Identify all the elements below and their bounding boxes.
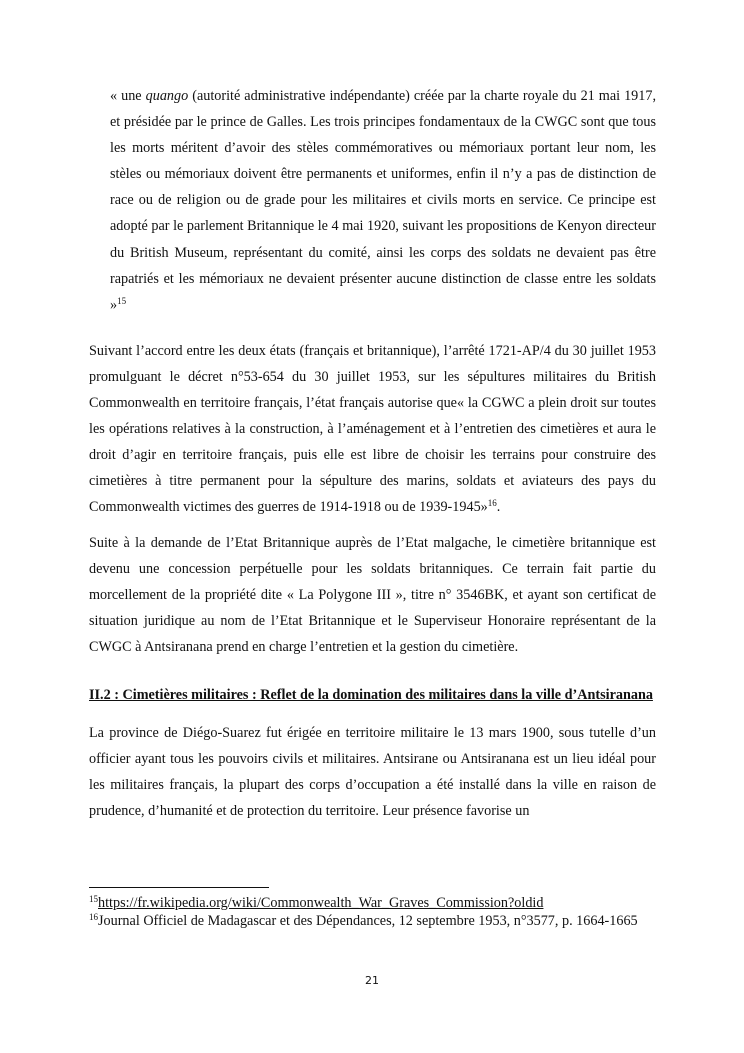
footnote-separator <box>89 887 269 888</box>
footnote-16-number: 16 <box>89 912 98 922</box>
paragraph-concession: Suite à la demande de l’Etat Britannique auprès de l’Etat malgache, le cimetière britannique est devenu une concession perpétuelle pour les soldats britanniques. Ce terrain fait partie du morcellement de la propriété dite « La Polygone III », titre n° 3546BK, et ayant son certificat de situation juridique au nom de l’Etat Britannique et le Superviseur Honoraire représentant de la CWGC à Antsiranana prend en charge l’entretien et la gestion du cimetière. <box>89 534 656 655</box>
footnote-15-number: 15 <box>89 894 98 904</box>
paragraph-accord-text: Suivant l’accord entre les deux états (français et britannique), l’arrêté 1721-AP/4 du 30 juillet 1953 promulguant le décret n°53-654 du 30 juillet 1953, sur les sépultures militaires du British Commonwealth en territoire français, l’état français autorise que« la CGWC a plein droit sur toutes les opérations relatives à la construction, à l’aménagement et à l’entretien des cimetières et aura le droit d’agir en territoire français, puis elle est libre de choisir les terrains pour construire des cimetières à titre permanent pour la sépulture des marins, soldats et aviateurs des pays du Commonwealth victimes des guerres de 1914-1918 ou de 1939-1945» <box>89 342 656 516</box>
footnote-15 <box>89 894 656 912</box>
page-body <box>89 83 656 824</box>
paragraph-accord-end: . <box>496 499 501 516</box>
footnote-15-link[interactable]: https://fr.wikipedia.org/wiki/Commonwealth_War_Graves_Commission?oldid <box>98 895 544 911</box>
section-heading: II.2 : Cimetières militaires : Reflet de la domination des militaires dans la ville d’Antsiranana <box>89 686 653 703</box>
footnote-16-text: Journal Officiel de Madagascar et des Dépendances, 12 septembre 1953, n°3577, p. 1664-1665 <box>98 913 638 929</box>
quote-text: (autorité administrative indépendante) créée par la charte royale du 21 mai 1917, et présidée par le prince de Galles. Les trois principes fondamentaux de la CWGC sont que tous les morts méritent d’avoir des stèles commémoratives ou mémoriaux portant leur nom, les stèles ou mémoriaux doivent être permanents et uniformes, enfin il n’y a pas de distinction de race ou de religion ou de grade pour les militaires et civils morts en service. Ce principe est adopté par le parlement Britannique le 4 mai 1920, suivant les propositions de Kenyon directeur du British Museum, représentant du comité, ainsi les corps des soldats ne devaient pas être rapatriés et les mémoriaux ne devaient présenter aucune distinction de classe entre les soldats » <box>110 88 656 313</box>
quote-italic-term: quango <box>145 88 189 104</box>
footnote-ref-15[interactable]: 15 <box>117 295 127 306</box>
page-number: 21 <box>365 974 379 987</box>
footnote-ref-16[interactable]: 16 <box>487 498 497 509</box>
quote-open: « une <box>110 88 146 104</box>
footnote-16 <box>89 912 656 930</box>
footnotes <box>89 887 656 930</box>
paragraph-accord <box>89 338 656 521</box>
block-quote <box>110 83 656 318</box>
paragraph-diego-suarez: La province de Diégo-Suarez fut érigée en territoire militaire le 13 mars 1900, sous tutelle d’un officier ayant tous les pouvoirs civils et militaires. Antsirane ou Antsiranana est un lieu idéal pour les militaires français, la plupart des corps d’occupation a été installé dans la ville en raison de prudence, d’humanité et de protection du territoire. Leur présence favorise un <box>89 724 656 820</box>
